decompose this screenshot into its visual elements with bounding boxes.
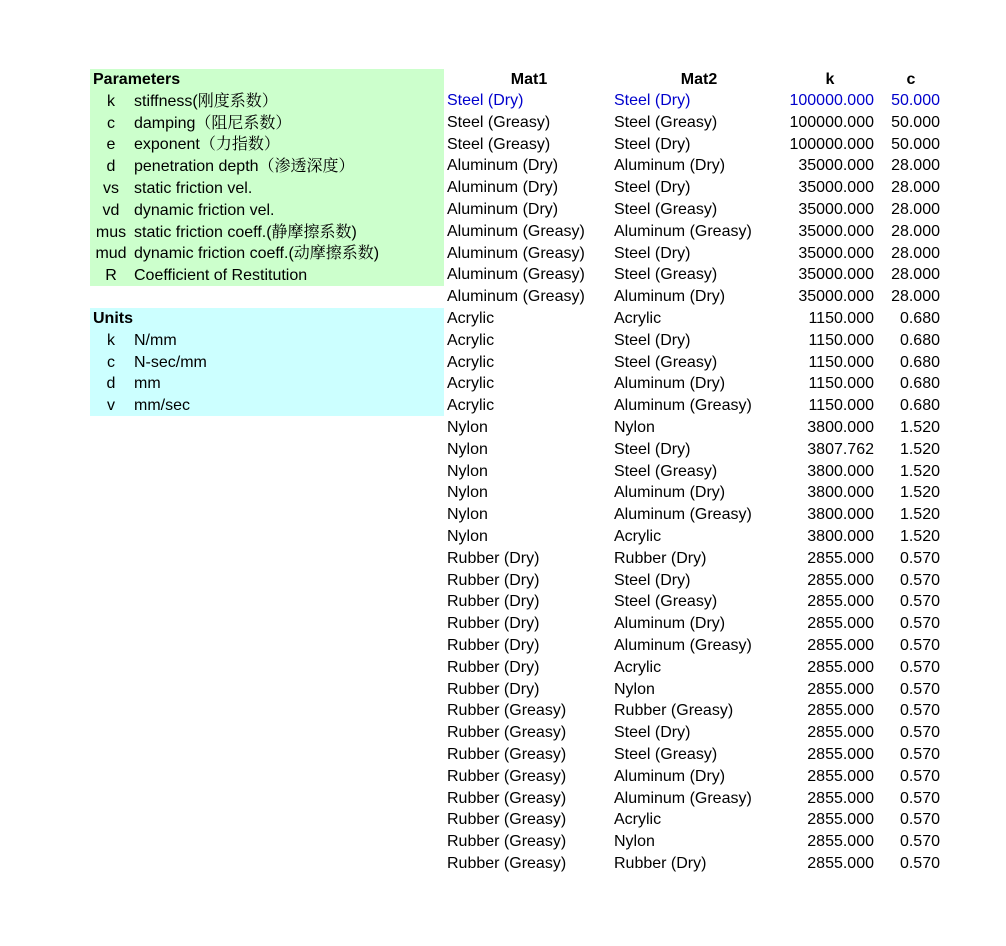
table-row[interactable] xyxy=(444,504,946,526)
cell-k[interactable]: 1150.000 xyxy=(808,309,874,327)
cell-c[interactable]: 0.570 xyxy=(899,680,940,698)
cell-k[interactable]: 100000.000 xyxy=(789,113,874,131)
cell-mat1[interactable]: Rubber (Greasy) xyxy=(447,854,567,872)
parameter-row xyxy=(90,243,444,265)
cell-mat1[interactable]: Rubber (Greasy) xyxy=(447,767,567,785)
cell-c[interactable]: 0.570 xyxy=(899,854,940,872)
cell-mat2[interactable]: Acrylic xyxy=(614,527,662,545)
unit-row xyxy=(90,373,444,395)
cell-c[interactable]: 0.570 xyxy=(899,593,940,611)
table-row[interactable] xyxy=(444,744,946,766)
table-row[interactable] xyxy=(444,657,946,679)
cell-mat1[interactable]: Nylon xyxy=(447,484,488,502)
parameter-symbol: mud xyxy=(95,245,127,263)
parameter-row xyxy=(90,113,444,135)
unit-description: N-sec/mm xyxy=(134,353,207,371)
cell-k[interactable]: 3800.000 xyxy=(807,506,874,524)
cell-mat2[interactable]: Steel (Dry) xyxy=(614,440,691,458)
cell-mat1[interactable]: Aluminum (Dry) xyxy=(447,200,559,218)
cell-c[interactable]: 0.570 xyxy=(899,724,940,742)
cell-c[interactable]: 0.570 xyxy=(899,549,940,567)
cell-c[interactable]: 0.570 xyxy=(899,833,940,851)
cell-mat1[interactable]: Aluminum (Greasy) xyxy=(447,244,585,262)
cell-c[interactable]: 0.680 xyxy=(899,331,940,349)
cell-mat2[interactable]: Aluminum (Greasy) xyxy=(614,789,752,807)
cell-mat1[interactable]: Aluminum (Greasy) xyxy=(447,222,585,240)
parameter-row xyxy=(90,156,444,178)
table-row[interactable] xyxy=(444,155,946,177)
cell-k[interactable]: 2855.000 xyxy=(807,811,874,829)
cell-k[interactable]: 1150.000 xyxy=(808,375,874,393)
cell-k[interactable]: 2855.000 xyxy=(807,658,874,676)
cell-k[interactable]: 100000.000 xyxy=(789,92,874,109)
cell-k[interactable]: 3807.762 xyxy=(807,440,874,458)
parameter-row xyxy=(90,265,444,287)
units-legend xyxy=(90,308,444,416)
parameter-symbol: vd xyxy=(102,201,120,219)
cell-mat2[interactable]: Aluminum (Greasy) xyxy=(614,636,752,654)
cell-mat1[interactable]: Rubber (Greasy) xyxy=(447,702,567,720)
cell-c[interactable]: 1.520 xyxy=(899,484,940,502)
cell-c[interactable]: 0.680 xyxy=(899,397,940,415)
cell-c[interactable]: 50.000 xyxy=(891,135,940,153)
parameter-description: static friction vel. xyxy=(134,179,253,197)
cell-mat1[interactable]: Aluminum (Dry) xyxy=(447,157,559,175)
cell-mat2[interactable]: Aluminum (Dry) xyxy=(614,767,726,785)
table-row[interactable] xyxy=(444,722,946,744)
cell-c[interactable]: 0.570 xyxy=(899,767,940,785)
cell-mat2[interactable]: Steel (Greasy) xyxy=(614,462,718,480)
cell-k[interactable]: 2855.000 xyxy=(807,833,874,851)
parameter-description: Coefficient of Restitution xyxy=(134,267,308,285)
cell-mat2[interactable]: Steel (Dry) xyxy=(614,724,691,742)
table-row[interactable] xyxy=(444,766,946,788)
cell-mat2[interactable]: Aluminum (Dry) xyxy=(614,615,726,633)
cell-mat2[interactable]: Steel (Dry) xyxy=(614,571,691,589)
cell-c[interactable]: 0.680 xyxy=(899,309,940,327)
cell-mat2[interactable]: Acrylic xyxy=(614,658,662,676)
cell-mat1[interactable]: Nylon xyxy=(447,506,488,524)
table-row[interactable] xyxy=(444,679,946,701)
unit-description: mm xyxy=(134,375,161,393)
table-row[interactable] xyxy=(444,112,946,134)
cell-mat1[interactable]: Rubber (Greasy) xyxy=(447,811,567,829)
parameter-description: static friction coeff.(静摩擦系数) xyxy=(134,223,357,241)
parameter-description: dynamic friction vel. xyxy=(134,201,275,219)
cell-c[interactable]: 0.570 xyxy=(899,811,940,829)
cell-mat2[interactable]: Steel (Greasy) xyxy=(614,266,718,284)
cell-k[interactable]: 35000.000 xyxy=(798,244,874,262)
cell-mat2[interactable]: Aluminum (Greasy) xyxy=(614,222,752,240)
cell-c[interactable]: 1.520 xyxy=(899,527,940,545)
cell-k[interactable]: 3800.000 xyxy=(807,527,874,545)
cell-mat1[interactable]: Acrylic xyxy=(447,331,495,349)
cell-k[interactable]: 2855.000 xyxy=(807,615,874,633)
cell-mat1[interactable]: Rubber (Dry) xyxy=(447,549,540,567)
cell-k[interactable]: 35000.000 xyxy=(798,266,874,284)
cell-mat1[interactable]: Rubber (Dry) xyxy=(447,615,540,633)
parameter-symbol: c xyxy=(107,114,115,132)
cell-mat2[interactable]: Steel (Greasy) xyxy=(614,113,718,131)
cell-c[interactable]: 1.520 xyxy=(899,506,940,524)
cell-c[interactable]: 28.000 xyxy=(891,200,940,218)
cell-k[interactable]: 2855.000 xyxy=(807,593,874,611)
cell-mat1[interactable]: Aluminum (Dry) xyxy=(447,179,559,197)
cell-c[interactable]: 28.000 xyxy=(891,222,940,240)
cell-c[interactable]: 0.570 xyxy=(899,745,940,763)
cell-mat1[interactable]: Nylon xyxy=(447,418,488,436)
cell-k[interactable]: 100000.000 xyxy=(789,135,874,153)
table-row[interactable] xyxy=(444,243,946,265)
cell-k[interactable]: 35000.000 xyxy=(798,179,874,197)
table-row[interactable] xyxy=(444,286,946,308)
unit-description: mm/sec xyxy=(134,397,190,415)
unit-row xyxy=(90,352,444,374)
cell-k[interactable]: 1150.000 xyxy=(808,331,874,349)
cell-mat2[interactable]: Steel (Dry) xyxy=(614,244,691,262)
cell-c[interactable]: 1.520 xyxy=(899,462,940,480)
table-row[interactable] xyxy=(444,134,946,156)
cell-c[interactable]: 28.000 xyxy=(891,179,940,197)
table-row[interactable] xyxy=(444,831,946,853)
cell-c[interactable]: 0.570 xyxy=(899,702,940,720)
cell-mat2[interactable]: Steel (Greasy) xyxy=(614,353,718,371)
cell-mat1[interactable]: Acrylic xyxy=(447,397,495,415)
parameters-heading: Parameters xyxy=(93,71,181,88)
column-header-mat1[interactable]: Mat1 xyxy=(510,71,548,88)
table-row[interactable] xyxy=(444,417,946,439)
cell-k[interactable]: 2855.000 xyxy=(807,549,874,567)
cell-k[interactable]: 2855.000 xyxy=(807,745,874,763)
cell-c[interactable]: 0.570 xyxy=(899,615,940,633)
cell-mat1[interactable]: Steel (Dry) xyxy=(447,92,524,109)
cell-mat1[interactable]: Acrylic xyxy=(447,353,495,371)
column-header-c[interactable]: c xyxy=(906,71,916,88)
table-row[interactable] xyxy=(444,373,946,395)
cell-c[interactable]: 0.570 xyxy=(899,636,940,654)
cell-mat2[interactable]: Acrylic xyxy=(614,309,662,327)
cell-c[interactable]: 1.520 xyxy=(899,418,940,436)
unit-description: N/mm xyxy=(134,331,177,349)
cell-k[interactable]: 35000.000 xyxy=(798,222,874,240)
cell-c[interactable]: 1.520 xyxy=(899,440,940,458)
cell-k[interactable]: 2855.000 xyxy=(807,854,874,872)
unit-row xyxy=(90,330,444,352)
parameter-row xyxy=(90,134,444,156)
cell-mat1[interactable]: Rubber (Greasy) xyxy=(447,745,567,763)
table-row[interactable] xyxy=(444,526,946,548)
cell-mat1[interactable]: Steel (Greasy) xyxy=(447,135,551,153)
cell-k[interactable]: 1150.000 xyxy=(808,397,874,415)
cell-k[interactable]: 2855.000 xyxy=(807,789,874,807)
unit-symbol: v xyxy=(107,397,115,415)
cell-mat2[interactable]: Steel (Greasy) xyxy=(614,745,718,763)
cell-c[interactable]: 28.000 xyxy=(891,288,940,306)
cell-mat2[interactable]: Aluminum (Greasy) xyxy=(614,397,752,415)
units-heading: Units xyxy=(93,310,133,327)
cell-mat1[interactable]: Rubber (Greasy) xyxy=(447,789,567,807)
table-row[interactable] xyxy=(444,90,946,112)
cell-mat2[interactable]: Steel (Greasy) xyxy=(614,593,718,611)
table-row[interactable] xyxy=(444,308,946,330)
cell-mat2[interactable]: Nylon xyxy=(614,833,655,851)
parameter-symbol: R xyxy=(105,267,117,285)
cell-mat2[interactable]: Steel (Dry) xyxy=(614,179,691,197)
table-row[interactable] xyxy=(444,700,946,722)
table-row[interactable] xyxy=(444,199,946,221)
cell-mat1[interactable]: Acrylic xyxy=(447,375,495,393)
parameter-symbol: vs xyxy=(103,179,119,197)
cell-mat1[interactable]: Rubber (Greasy) xyxy=(447,833,567,851)
cell-mat1[interactable]: Rubber (Dry) xyxy=(447,571,540,589)
cell-mat2[interactable]: Rubber (Greasy) xyxy=(614,702,734,720)
cell-c[interactable]: 50.000 xyxy=(891,92,940,109)
cell-mat2[interactable]: Aluminum (Greasy) xyxy=(614,506,752,524)
unit-symbol: k xyxy=(107,331,115,349)
cell-mat1[interactable]: Rubber (Dry) xyxy=(447,593,540,611)
parameter-symbol: e xyxy=(106,136,116,154)
material-contact-table xyxy=(444,90,946,875)
cell-k[interactable]: 3800.000 xyxy=(807,484,874,502)
cell-mat2[interactable]: Steel (Dry) xyxy=(614,135,691,153)
parameter-description: exponent（力指数） xyxy=(134,136,280,154)
cell-mat1[interactable]: Rubber (Greasy) xyxy=(447,724,567,742)
parameter-description: stiffness(刚度系数） xyxy=(134,92,278,110)
table-row[interactable] xyxy=(444,461,946,483)
parameter-symbol: mus xyxy=(95,223,127,241)
cell-c[interactable]: 28.000 xyxy=(891,266,940,284)
table-row[interactable] xyxy=(444,809,946,831)
table-row[interactable] xyxy=(444,264,946,286)
parameters-legend xyxy=(90,69,444,286)
cell-k[interactable]: 3800.000 xyxy=(807,418,874,436)
table-row[interactable] xyxy=(444,177,946,199)
cell-k[interactable]: 2855.000 xyxy=(807,636,874,654)
unit-row xyxy=(90,395,444,417)
cell-k[interactable]: 2855.000 xyxy=(807,680,874,698)
cell-k[interactable]: 2855.000 xyxy=(807,767,874,785)
cell-k[interactable]: 35000.000 xyxy=(798,288,874,306)
table-row[interactable] xyxy=(444,570,946,592)
table-row[interactable] xyxy=(444,635,946,657)
cell-k[interactable]: 2855.000 xyxy=(807,724,874,742)
cell-k[interactable]: 2855.000 xyxy=(807,702,874,720)
cell-k[interactable]: 3800.000 xyxy=(807,462,874,480)
cell-mat1[interactable]: Rubber (Dry) xyxy=(447,658,540,676)
table-row[interactable] xyxy=(444,788,946,810)
cell-k[interactable]: 35000.000 xyxy=(798,157,874,175)
cell-mat2[interactable]: Aluminum (Dry) xyxy=(614,288,726,306)
cell-k[interactable]: 2855.000 xyxy=(807,571,874,589)
parameter-description: penetration depth（渗透深度） xyxy=(134,158,355,176)
table-row[interactable] xyxy=(444,221,946,243)
cell-c[interactable]: 0.570 xyxy=(899,658,940,676)
table-row[interactable] xyxy=(444,439,946,461)
cell-mat1[interactable]: Steel (Greasy) xyxy=(447,113,551,131)
cell-c[interactable]: 0.570 xyxy=(899,789,940,807)
cell-c[interactable]: 28.000 xyxy=(891,157,940,175)
cell-mat2[interactable]: Aluminum (Dry) xyxy=(614,484,726,502)
cell-mat2[interactable]: Aluminum (Dry) xyxy=(614,375,726,393)
parameter-row xyxy=(90,178,444,200)
cell-mat1[interactable]: Rubber (Dry) xyxy=(447,680,540,698)
table-row[interactable] xyxy=(444,395,946,417)
parameter-description: damping（阻尼系数） xyxy=(134,114,292,132)
unit-symbol: c xyxy=(107,353,115,371)
cell-mat1[interactable]: Acrylic xyxy=(447,309,495,327)
parameter-description: dynamic friction coeff.(动摩擦系数) xyxy=(134,245,380,263)
cell-c[interactable]: 0.570 xyxy=(899,571,940,589)
cell-mat1[interactable]: Aluminum (Greasy) xyxy=(447,288,585,306)
table-row[interactable] xyxy=(444,613,946,635)
cell-c[interactable]: 28.000 xyxy=(891,244,940,262)
cell-mat2[interactable]: Steel (Greasy) xyxy=(614,200,718,218)
cell-mat1[interactable]: Aluminum (Greasy) xyxy=(447,266,585,284)
parameter-row xyxy=(90,222,444,244)
column-header-mat2[interactable]: Mat2 xyxy=(680,71,718,88)
parameter-row xyxy=(90,200,444,222)
unit-symbol: d xyxy=(106,375,116,393)
cell-mat2[interactable]: Steel (Dry) xyxy=(614,92,691,109)
column-header-k[interactable]: k xyxy=(825,71,835,88)
cell-c[interactable]: 0.680 xyxy=(899,375,940,393)
table-row[interactable] xyxy=(444,482,946,504)
cell-k[interactable]: 1150.000 xyxy=(808,353,874,371)
cell-mat2[interactable]: Rubber (Dry) xyxy=(614,854,707,872)
cell-mat1[interactable]: Rubber (Dry) xyxy=(447,636,540,654)
table-row[interactable] xyxy=(444,853,946,875)
cell-c[interactable]: 0.680 xyxy=(899,353,940,371)
cell-k[interactable]: 35000.000 xyxy=(798,200,874,218)
table-row[interactable] xyxy=(444,330,946,352)
table-row[interactable] xyxy=(444,352,946,374)
cell-mat1[interactable]: Nylon xyxy=(447,527,488,545)
table-row[interactable] xyxy=(444,591,946,613)
cell-mat1[interactable]: Nylon xyxy=(447,440,488,458)
cell-mat2[interactable]: Nylon xyxy=(614,680,655,698)
cell-mat2[interactable]: Acrylic xyxy=(614,811,662,829)
cell-mat1[interactable]: Nylon xyxy=(447,462,488,480)
cell-mat2[interactable]: Steel (Dry) xyxy=(614,331,691,349)
cell-mat2[interactable]: Rubber (Dry) xyxy=(614,549,707,567)
cell-mat2[interactable]: Aluminum (Dry) xyxy=(614,157,726,175)
table-row[interactable] xyxy=(444,548,946,570)
cell-mat2[interactable]: Nylon xyxy=(614,418,655,436)
parameter-symbol: k xyxy=(107,92,115,110)
parameter-symbol: d xyxy=(106,158,116,176)
parameter-row xyxy=(90,91,444,113)
cell-c[interactable]: 50.000 xyxy=(891,113,940,131)
